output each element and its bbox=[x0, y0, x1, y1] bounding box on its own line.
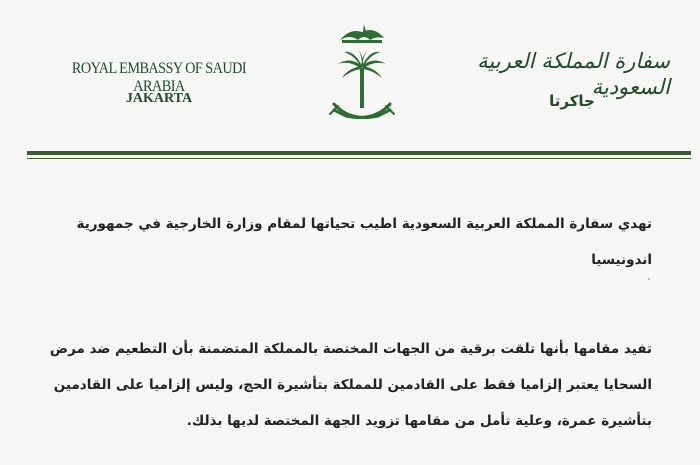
text-line: بتأشيرة عمرة، وعلية تأمل من مقامها تزويد الجهة المختصة لديها بذلك. bbox=[186, 413, 652, 429]
text-line: السحايا يعتبر إلزاميا فقط على القادمين للمملكة بتأشيرة الحج، وليس إلزاميا على القادمين bbox=[53, 377, 652, 393]
embassy-english-name: ROYAL EMBASSY OF SAUDI ARABIA bbox=[71, 60, 247, 95]
embassy-english-city: JAKARTA bbox=[125, 91, 193, 106]
text-line: تهدي سفارة المملكة العربية السعودية اطيب تحياتها لمقام وزارة الخارجية في جمهورية bbox=[76, 216, 652, 232]
saudi-emblem-icon bbox=[320, 22, 404, 132]
scan-speck bbox=[648, 278, 650, 280]
paragraph-notice bbox=[49, 331, 652, 439]
embassy-arabic-name: سفارة المملكة العربية السعودية bbox=[477, 49, 670, 99]
embassy-arabic-city: جاكرتا bbox=[549, 92, 595, 110]
letterhead-rule-thin bbox=[27, 158, 691, 159]
palm-tree-icon bbox=[338, 48, 386, 108]
shahada-calligraphy-icon bbox=[340, 24, 384, 43]
paragraph-greeting bbox=[76, 206, 652, 278]
letterhead bbox=[0, 0, 700, 160]
letterhead-rule-thick bbox=[27, 151, 691, 155]
text-line: اندونيسيا bbox=[591, 252, 652, 268]
text-line: تفيد مقامها بأنها تلقت برقية من الجهات المختصة بالمملكة المتضمنة بأن التطعيم ضد مرض bbox=[49, 341, 652, 357]
